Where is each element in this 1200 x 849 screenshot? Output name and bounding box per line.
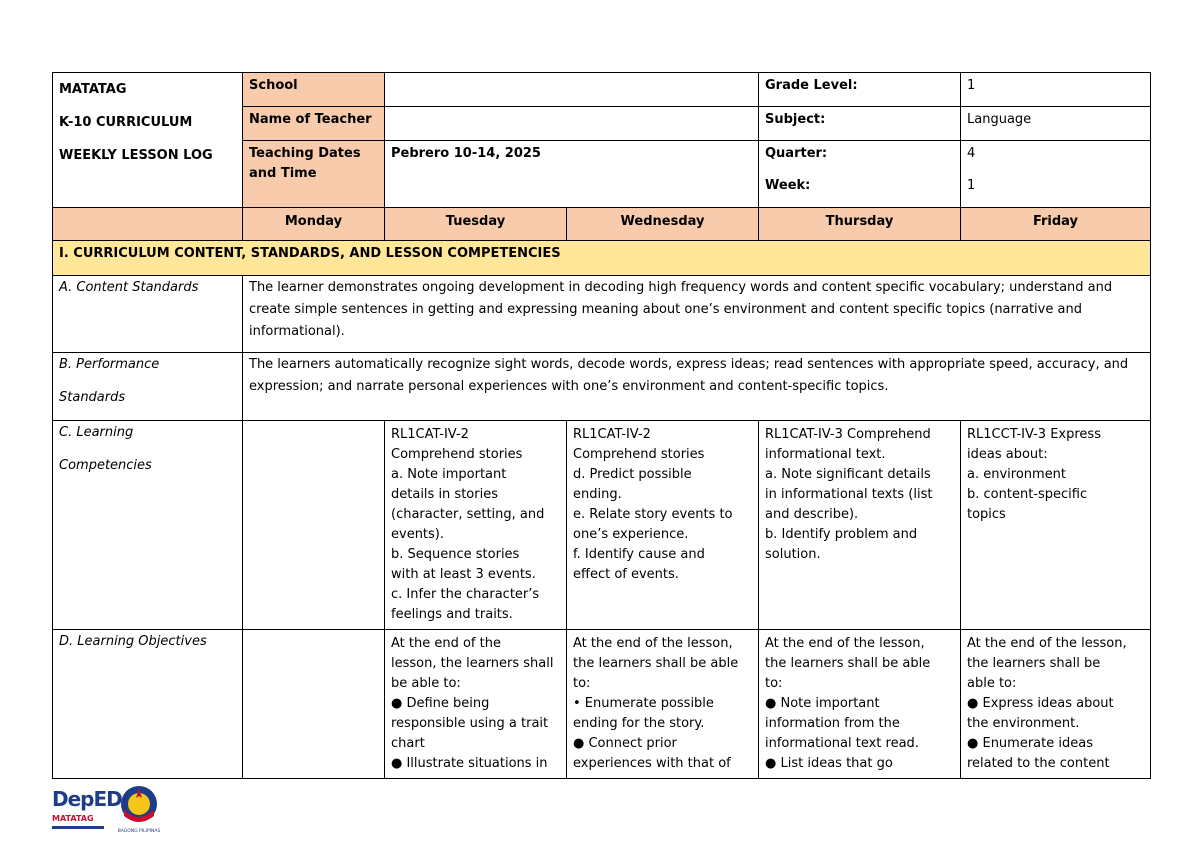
learning-competencies-label-2: Competencies — [59, 458, 152, 473]
learning-competencies-label-1: C. Learning — [59, 425, 134, 440]
competency-line: RL1CAT-IV-2 — [391, 427, 469, 442]
teacher-value[interactable] — [385, 107, 759, 141]
performance-standards-label-1: B. Performance — [59, 357, 160, 372]
performance-standards-text: The learners automatically recognize sight words, decode words, express ideas; read sentences with appropriate speed, accuracy, and expression; and narrate personal experiences with one’s environment and content-specific topics. — [243, 353, 1151, 421]
weekly-lesson-log-table — [52, 72, 1151, 779]
objective-line: the environment. — [967, 716, 1080, 731]
competency-line: d. Predict possible — [573, 467, 692, 482]
bagong-pilipinas-text: BAGONG PILIPINAS — [117, 829, 161, 834]
objective-line: ● List ideas that go — [765, 756, 893, 771]
competency-line: Comprehend stories — [391, 447, 523, 462]
competency-line: c. Infer the character’s — [391, 587, 540, 602]
matatag-logo-text: MATATAG — [52, 814, 94, 823]
quarter-value[interactable]: 4 — [967, 146, 976, 161]
competency-line: a. Note significant details — [765, 467, 931, 482]
competency-line: ending. — [573, 487, 622, 502]
competency-line: f. Identify cause and — [573, 547, 705, 562]
competencies-thursday — [759, 421, 961, 630]
objective-line: ● Define being — [391, 696, 490, 711]
school-label: School — [243, 73, 385, 107]
competency-line: one’s experience. — [573, 527, 689, 542]
brand-block — [53, 73, 243, 208]
competency-line: (character, setting, and — [391, 507, 545, 522]
objective-line: the learners shall be — [967, 656, 1101, 671]
objective-line: able to: — [967, 676, 1017, 691]
quarter-week-labels — [759, 141, 961, 208]
week-value[interactable]: 1 — [967, 178, 976, 193]
bagong-pilipinas-logo — [116, 784, 162, 834]
objective-line: • Enumerate possible — [573, 696, 714, 711]
competencies-monday — [243, 421, 385, 630]
objective-line: ● Note important — [765, 696, 880, 711]
competency-line: b. Identify problem and — [765, 527, 918, 542]
competency-line: topics — [967, 507, 1006, 522]
deped-logo-text: DepED — [52, 787, 122, 811]
competency-line: effect of events. — [573, 567, 679, 582]
competency-line: events). — [391, 527, 445, 542]
objective-line: lesson, the learners shall — [391, 656, 554, 671]
competency-line: solution. — [765, 547, 821, 562]
objectives-tuesday — [385, 630, 567, 779]
competencies-wednesday — [567, 421, 759, 630]
competency-line: a. environment — [967, 467, 1067, 482]
objective-line: to: — [573, 676, 591, 691]
quarter-label: Quarter: — [765, 146, 828, 161]
objective-line: the learners shall be able — [573, 656, 739, 671]
objective-line: At the end of the lesson, — [967, 636, 1127, 651]
objectives-friday — [961, 630, 1151, 779]
objective-line: ● Illustrate situations in — [391, 756, 548, 771]
objective-line: be able to: — [391, 676, 461, 691]
competency-line: Comprehend stories — [573, 447, 705, 462]
objectives-wednesday — [567, 630, 759, 779]
objective-line: related to the content — [967, 756, 1110, 771]
objective-line: informational text read. — [765, 736, 919, 751]
competency-line: feelings and traits. — [391, 607, 513, 622]
competency-line: b. content-specific — [967, 487, 1088, 502]
content-standards-label: A. Content Standards — [53, 276, 243, 353]
objectives-monday — [243, 630, 385, 779]
subject-value[interactable]: Language — [961, 107, 1151, 141]
competency-line: details in stories — [391, 487, 498, 502]
competencies-friday — [961, 421, 1151, 630]
days-corner — [53, 208, 243, 241]
teacher-label: Name of Teacher — [243, 107, 385, 141]
competency-line: b. Sequence stories — [391, 547, 520, 562]
competency-line: a. Note important — [391, 467, 507, 482]
competency-line: RL1CAT-IV-3 Comprehend — [765, 427, 931, 442]
brand-weekly-lesson-log: WEEKLY LESSON LOG — [59, 148, 213, 163]
teaching-dates-value[interactable]: Pebrero 10-14, 2025 — [385, 141, 759, 208]
objective-line: the learners shall be able — [765, 656, 931, 671]
objective-line: At the end of the lesson, — [573, 636, 733, 651]
competency-line: with at least 3 events. — [391, 567, 536, 582]
performance-standards-label-2: Standards — [59, 390, 126, 405]
competency-line: RL1CAT-IV-2 — [573, 427, 651, 442]
day-monday: Monday — [243, 208, 385, 241]
subject-label: Subject: — [759, 107, 961, 141]
objective-line: responsible using a trait — [391, 716, 549, 731]
competency-line: e. Relate story events to — [573, 507, 733, 522]
deped-matatag-logo — [52, 787, 122, 829]
competency-line: in informational texts (list — [765, 487, 933, 502]
brand-curriculum: K-10 CURRICULUM — [59, 115, 193, 130]
performance-standards-label — [53, 353, 243, 421]
competency-line: RL1CCT-IV-3 Express — [967, 427, 1101, 442]
content-standards-text: The learner demonstrates ongoing development in decoding high frequency words and content specific vocabulary; understand and create simple sentences in getting and expressing meaning about one’s environment and content specific topics (narrative and informational). — [243, 276, 1151, 353]
grade-level-value[interactable]: 1 — [961, 73, 1151, 107]
objective-line: to: — [765, 676, 783, 691]
teaching-dates-label: Teaching Dates and Time — [243, 141, 385, 208]
objectives-thursday — [759, 630, 961, 779]
objective-line: experiences with that of — [573, 756, 731, 771]
objective-line: ● Express ideas about — [967, 696, 1114, 711]
competencies-tuesday — [385, 421, 567, 630]
quarter-week-values — [961, 141, 1151, 208]
objective-line: ending for the story. — [573, 716, 705, 731]
competency-line: ideas about: — [967, 447, 1048, 462]
learning-competencies-label — [53, 421, 243, 630]
day-thursday: Thursday — [759, 208, 961, 241]
objective-line: ● Enumerate ideas — [967, 736, 1093, 751]
objective-line: information from the — [765, 716, 900, 731]
learning-objectives-label: D. Learning Objectives — [53, 630, 243, 779]
week-label: Week: — [765, 178, 811, 193]
objective-line: At the end of the — [391, 636, 501, 651]
objective-line: At the end of the lesson, — [765, 636, 925, 651]
logo-underline — [52, 826, 104, 829]
grade-level-label: Grade Level: — [759, 73, 961, 107]
day-tuesday: Tuesday — [385, 208, 567, 241]
day-wednesday: Wednesday — [567, 208, 759, 241]
objective-line: ● Connect prior — [573, 736, 677, 751]
competency-line: informational text. — [765, 447, 886, 462]
day-friday: Friday — [961, 208, 1151, 241]
objective-line: chart — [391, 736, 425, 751]
brand-matatag: MATATAG — [59, 82, 127, 97]
school-value[interactable] — [385, 73, 759, 107]
competency-line: and describe). — [765, 507, 859, 522]
section-curriculum-title: I. CURRICULUM CONTENT, STANDARDS, AND LESSON COMPETENCIES — [53, 241, 1151, 276]
